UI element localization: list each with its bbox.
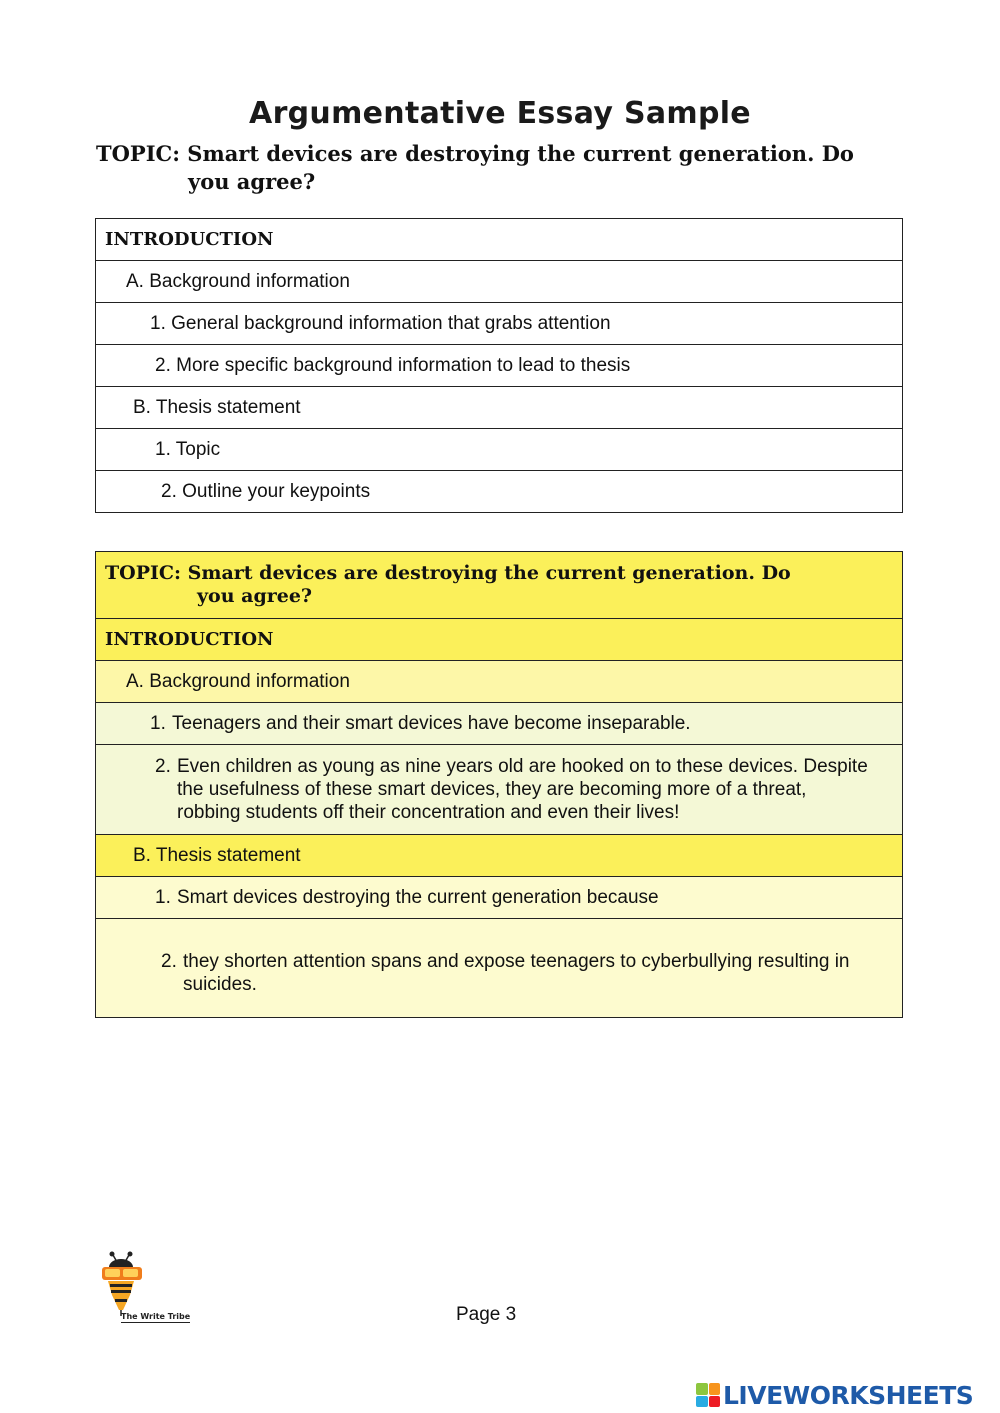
outline-item: 2. Outline your keypoints xyxy=(96,471,903,513)
sample-topic-line-1: TOPIC: Smart devices are destroying the current generation. Do xyxy=(105,562,791,584)
brand-text: LIVEWORKSHEETS xyxy=(723,1380,974,1410)
table-row xyxy=(96,429,903,471)
item-number: 1. xyxy=(155,887,171,908)
sample-section-header: INTRODUCTION xyxy=(96,619,903,661)
outline-item: 1. General background information that grabs attention xyxy=(96,303,903,345)
topic-line-1: TOPIC: Smart devices are destroying the current generation. Do xyxy=(96,141,854,166)
item-text: Even children as young as nine years old are hooked on to these devices. Despite the usefulness of these smart devices, they are becoming more of a threat, robbing students off their concentration and even their lives! xyxy=(177,756,868,823)
item-number: 2. xyxy=(155,756,171,777)
item-number: 2. xyxy=(161,951,177,972)
topic-heading xyxy=(96,140,896,196)
sample-thesis-2 xyxy=(96,919,903,1018)
table-row xyxy=(96,619,903,661)
sample-topic-cell xyxy=(96,552,903,619)
outline-item: 1. Topic xyxy=(96,429,903,471)
table-row xyxy=(96,919,903,1018)
table-row xyxy=(96,471,903,513)
table-row xyxy=(96,552,903,619)
table-row xyxy=(96,303,903,345)
sample-topic-line-2: you agree? xyxy=(197,585,313,607)
page-title: Argumentative Essay Sample xyxy=(249,96,751,131)
sample-background-2 xyxy=(96,745,903,835)
item-text: Teenagers and their smart devices have become inseparable. xyxy=(172,713,691,734)
page-number: Page 3 xyxy=(456,1304,517,1325)
table-row xyxy=(96,745,903,835)
sample-background-label: A. Background information xyxy=(96,661,903,703)
sample-thesis-1 xyxy=(96,877,903,919)
table-row xyxy=(96,661,903,703)
table-row xyxy=(96,345,903,387)
table-row xyxy=(96,703,903,745)
liveworksheets-brand[interactable] xyxy=(696,1378,973,1412)
item-text: Smart devices destroying the current generation because xyxy=(177,887,659,908)
outline-item: 2. More specific background information to lead to thesis xyxy=(96,345,903,387)
outline-item: B. Thesis statement xyxy=(96,387,903,429)
table-row xyxy=(96,835,903,877)
logo-caption: The Write Tribe xyxy=(121,1312,191,1321)
section-header: INTRODUCTION xyxy=(96,219,903,261)
liveworksheets-logo-icon xyxy=(696,1383,720,1407)
item-number: 1. xyxy=(150,713,166,734)
outline-item: A. Background information xyxy=(96,261,903,303)
topic-line-2: you agree? xyxy=(188,169,316,194)
sample-background-1 xyxy=(96,703,903,745)
item-text: they shorten attention spans and expose teenagers to cyberbullying resulting in suicides. xyxy=(183,951,850,995)
table-row xyxy=(96,261,903,303)
outline-sample-table xyxy=(95,551,903,1018)
outline-template-table xyxy=(95,218,903,513)
table-row xyxy=(96,877,903,919)
table-row xyxy=(96,219,903,261)
table-row xyxy=(96,387,903,429)
sample-thesis-label: B. Thesis statement xyxy=(96,835,903,877)
